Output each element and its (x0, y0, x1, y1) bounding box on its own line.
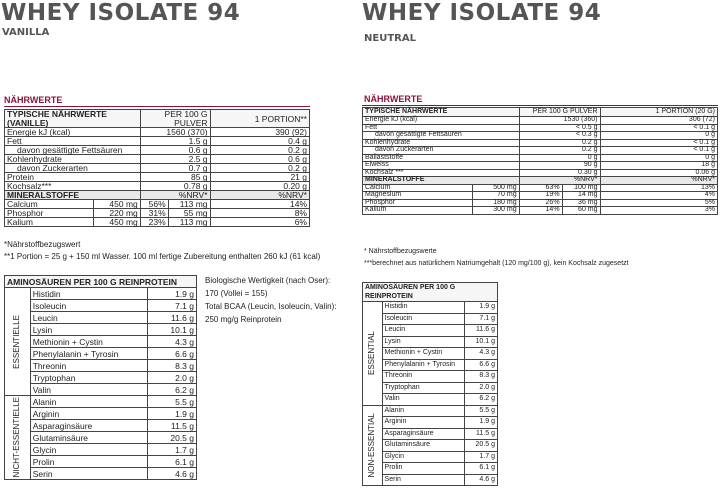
right-nutrient-label: Ballaststoffe (363, 154, 520, 162)
right-nutrient-per100: 0 g (519, 154, 600, 162)
right-amino-row (363, 313, 498, 325)
right-essential-group-label: ESSENTIAL (367, 331, 377, 376)
left-amino-value: 6.1 g (148, 456, 197, 468)
left-nutrition-body (5, 110, 310, 227)
right-amino-row (363, 382, 498, 394)
right-amino-body (363, 283, 498, 486)
right-nutrient-per100: 1530 (360) (519, 117, 600, 125)
right-mineral-label: Magnesium (363, 192, 473, 200)
right-amino-row (363, 463, 498, 475)
right-amino-name: Lysin (382, 336, 465, 348)
left-mineral-amount-100g: 450 mg (93, 218, 140, 227)
left-nutrient-portion: 0.2 g (210, 146, 309, 155)
right-nutrition-row (363, 132, 718, 140)
right-mineral-nrv-portion-value: 5% (600, 199, 717, 207)
right-amino-header (363, 283, 498, 302)
right-amino-name: Tryptophan (382, 382, 465, 394)
left-amino-row (5, 408, 197, 420)
right-amino-name: Glycin (382, 451, 465, 463)
left-amino-row (5, 468, 197, 480)
right-mineral-row (363, 207, 718, 215)
right-amino-row (363, 394, 498, 406)
left-bcaa-label: Total BCAA (Leucin, Isoleucin, Valin): (205, 302, 337, 311)
left-mineral-amount-portion: 113 mg (168, 200, 210, 209)
right-nutrient-label: Fett (363, 124, 520, 132)
left-essential-group-cell (5, 288, 31, 396)
left-amino-name: Phenylalanin + Tyrosin (30, 348, 148, 360)
left-amino-value: 7.1 g (148, 300, 197, 312)
left-mineral-label: Calcium (5, 200, 94, 209)
left-amino-name: Histidin (30, 288, 148, 300)
right-nutrient-per100: < 0.3 g (519, 132, 600, 140)
left-amino-name: Glycin (30, 444, 148, 456)
right-amino-name: Histidin (382, 302, 465, 314)
right-amino-row (363, 371, 498, 383)
left-mineral-nrv-100g: 31% (140, 209, 168, 218)
right-flavor: NEUTRAL (364, 33, 416, 44)
right-header-per100: PER 100 G PULVER (519, 108, 600, 117)
right-header-label: TYPISCHE NÄHRWERTE (363, 108, 520, 117)
left-nutrient-per100: 2.5 g (140, 155, 210, 164)
right-nonessential-group-cell (363, 405, 383, 486)
left-amino-value: 6.2 g (148, 384, 197, 396)
right-nutrient-per100: 90 g (519, 162, 600, 170)
left-amino-row (5, 396, 197, 408)
left-note-portion: **1 Portion = 25 g + 150 ml Wasser. 100 ml fertige Zubereitung enthalten 260 kJ (61 kcal) (4, 252, 321, 261)
left-amino-row (5, 372, 197, 384)
right-mineral-row (363, 184, 718, 192)
left-nutrient-per100: 1560 (370) (140, 128, 210, 137)
left-amino-name: Serin (30, 468, 148, 480)
left-amino-value: 8.3 g (148, 360, 197, 372)
left-mineral-amount-portion: 113 mg (168, 218, 210, 227)
right-amino-value: 6.6 g (465, 359, 498, 371)
right-mineral-nrv-portion-value: 4% (600, 192, 717, 200)
right-amino-header-text: AMINOSÄUREN PER 100 G REINPROTEIN (365, 284, 456, 300)
left-amino-value: 1.9 g (148, 288, 197, 300)
right-mineral-label: Kalium (363, 207, 473, 215)
left-nutrient-per100: 1.5 g (140, 137, 210, 146)
right-nutrient-per100: 0.2 g (519, 139, 600, 147)
right-essential-group-cell (363, 302, 383, 406)
right-amino-value: 11.6 g (465, 325, 498, 337)
left-nutrient-label: Kochsalz*** (5, 182, 141, 191)
left-mineral-amount-100g: 450 mg (93, 200, 140, 209)
left-amino-row (5, 324, 197, 336)
left-amino-name: Methionin + Cystin (30, 336, 148, 348)
right-note-salt: ***berechnet aus natürlichem Natriumgehalt (120 mg/100 g), kein Kochsalz zugesetzt (364, 260, 629, 267)
left-nutrient-label: davon gesättigte Fettsäuren (5, 146, 141, 155)
right-amino-row (363, 325, 498, 337)
right-mineral-nrv-100g: 14% (519, 207, 562, 215)
right-amino-row (363, 336, 498, 348)
left-mineral-nrv-portion-value: 8% (210, 209, 309, 218)
left-amino-value: 11.6 g (148, 312, 197, 324)
left-mineral-nrv-per100: %NRV* (140, 191, 210, 200)
right-amino-value: 10.1 g (465, 336, 498, 348)
right-nutrient-label: davon gesättigte Fettsäuren (363, 132, 520, 140)
left-amino-row (5, 420, 197, 432)
left-mineral-amount-portion: 55 mg (168, 209, 210, 218)
left-amino-value: 2.0 g (148, 372, 197, 384)
left-amino-name: Tryptophan (30, 372, 148, 384)
right-mineral-nrv-portion-value: 3% (600, 207, 717, 215)
right-mineral-label: Phosphor (363, 199, 473, 207)
right-nutrient-portion: 18 g (600, 162, 717, 170)
left-nutrient-portion: 0.2 g (210, 164, 309, 173)
right-amino-value: 4.6 g (465, 474, 498, 486)
right-mineral-label: Calcium (363, 184, 473, 192)
left-bcaa-value: 250 mg/g Reinprotein (205, 315, 282, 324)
right-amino-table (362, 282, 498, 486)
right-nutrition-table (362, 107, 718, 215)
right-nutrient-portion: 0 g (600, 132, 717, 140)
right-mineral-amount-portion: 100 mg (562, 184, 600, 192)
left-nutrient-per100: 0.78 g (140, 182, 210, 191)
right-amino-row (363, 405, 498, 417)
right-mineral-nrv-per100: %NRV* (519, 177, 600, 185)
right-amino-row (363, 451, 498, 463)
right-amino-name: Phenylalanin + Tyrosin (382, 359, 465, 371)
right-amino-value: 20.5 g (465, 440, 498, 452)
left-amino-name: Lysin (30, 324, 148, 336)
right-nutrient-portion: 0.06 g (600, 169, 717, 177)
left-nutrient-per100: 0.7 g (140, 164, 210, 173)
right-amino-value: 7.1 g (465, 313, 498, 325)
left-amino-name: Isoleucin (30, 300, 148, 312)
left-amino-row (5, 336, 197, 348)
left-amino-row (5, 348, 197, 360)
left-nutrient-label: Fett (5, 137, 141, 146)
left-nutrient-portion: 0.6 g (210, 155, 309, 164)
left-nutrient-portion: 21 g (210, 173, 309, 182)
left-mineral-nrv-portion-value: 14% (210, 200, 309, 209)
right-amino-value: 1.7 g (465, 451, 498, 463)
right-mineral-header: MINERALSTOFFE (363, 177, 520, 185)
left-amino-row (5, 456, 197, 468)
right-mineral-row (363, 192, 718, 200)
right-mineral-row (363, 199, 718, 207)
left-header-label: TYPISCHE NÄHRWERTE (VANILLE) (5, 110, 141, 128)
left-bio-value-label: Biologische Wertigkeit (nach Oser): (205, 276, 331, 285)
left-amino-value: 10.1 g (148, 324, 197, 336)
right-amino-name: Prolin (382, 463, 465, 475)
right-nutrition-row (363, 117, 718, 125)
left-mineral-amount-100g: 220 mg (93, 209, 140, 218)
right-amino-value: 2.0 g (465, 382, 498, 394)
right-amino-value: 1.9 g (465, 417, 498, 429)
left-nutrition-row (5, 128, 310, 137)
left-mineral-nrv-portion-value: 6% (210, 218, 309, 227)
left-nutrient-label: davon Zuckerarten (5, 164, 141, 173)
right-mineral-amount-portion: 14 mg (562, 192, 600, 200)
right-mineral-amount-100g: 300 mg (472, 207, 519, 215)
left-amino-name: Alanin (30, 396, 148, 408)
left-amino-value: 11.5 g (148, 420, 197, 432)
left-amino-row (5, 300, 197, 312)
left-nutrient-label: Protein (5, 173, 141, 182)
left-bio-value: 170 (Vollei = 155) (205, 289, 268, 298)
right-mineral-amount-portion: 60 mg (562, 207, 600, 215)
right-amino-row (363, 428, 498, 440)
right-amino-name: Isoleucin (382, 313, 465, 325)
right-nutrient-portion: < 0.1 g (600, 147, 717, 155)
left-amino-name: Prolin (30, 456, 148, 468)
right-header-portion: 1 PORTION (20 G) (600, 108, 717, 117)
right-mineral-nrv-portion: %NRV* (600, 177, 717, 185)
right-amino-name: Methionin + Cystin (382, 348, 465, 360)
left-header-portion: 1 PORTION** (210, 110, 309, 128)
left-note-nrv: *Nährstoffbezugswert (4, 240, 81, 249)
right-nutrient-per100: < 0.5 g (519, 124, 600, 132)
left-nutrient-label: Energie kJ (kcal) (5, 128, 141, 137)
left-mineral-nrv-portion: %NRV* (210, 191, 309, 200)
right-nutrient-portion: < 0.1 g (600, 124, 717, 132)
left-amino-name: Leucin (30, 312, 148, 324)
left-amino-table (4, 275, 197, 480)
left-amino-name: Asparaginsäure (30, 420, 148, 432)
right-nutrient-label: Energie kJ (kcal) (363, 117, 520, 125)
left-mineral-label: Kalium (5, 218, 94, 227)
left-header-per100: PER 100 G PULVER (140, 110, 210, 128)
right-amino-value: 6.2 g (465, 394, 498, 406)
left-amino-name: Arginin (30, 408, 148, 420)
left-amino-value: 6.6 g (148, 348, 197, 360)
right-amino-value: 1.9 g (465, 302, 498, 314)
right-mineral-amount-100g: 500 mg (472, 184, 519, 192)
right-nutrient-label: Kochsalz *** (363, 169, 520, 177)
right-amino-value: 5.5 g (465, 405, 498, 417)
right-nutrient-portion: 0 g (600, 154, 717, 162)
right-nutrient-label: davon Zuckerarten (363, 147, 520, 155)
left-mineral-row (5, 218, 310, 227)
left-nutrition-table (4, 109, 310, 227)
right-amino-name: Asparaginsäure (382, 428, 465, 440)
left-amino-body (5, 276, 197, 480)
left-nutrient-per100: 85 g (140, 173, 210, 182)
right-amino-row (363, 348, 498, 360)
left-amino-value: 20.5 g (148, 432, 197, 444)
left-nonessential-group-label: NICHT-ESSENTIELLE (12, 397, 22, 478)
left-nutrient-portion: 0.4 g (210, 137, 309, 146)
right-mineral-amount-portion: 36 mg (562, 199, 600, 207)
left-section-label: NÄHRWERTE (4, 95, 63, 105)
right-amino-row (363, 359, 498, 371)
left-amino-header-row (5, 276, 197, 288)
left-nutrition-header (5, 110, 310, 128)
right-nutrient-per100: 0.2 g (519, 147, 600, 155)
left-amino-row (5, 384, 197, 396)
right-note-nrv: * Nährstoffbezugswerte (364, 248, 437, 255)
right-amino-name: Arginin (382, 417, 465, 429)
left-amino-row (5, 444, 197, 456)
left-mineral-nrv-100g: 56% (140, 200, 168, 209)
right-nutrition-row (363, 162, 718, 170)
right-section-divider (362, 105, 718, 106)
left-mineral-nrv-100g: 23% (140, 218, 168, 227)
left-amino-value: 4.3 g (148, 336, 197, 348)
right-nutrient-portion: 306 (72) (600, 117, 717, 125)
left-amino-row (5, 288, 197, 300)
right-product-title: WHEY ISOLATE 94 (362, 0, 602, 26)
left-mineral-header: MINERALSTOFFE (5, 191, 141, 200)
left-amino-name: Threonin (30, 360, 148, 372)
left-product-title: WHEY ISOLATE 94 (1, 0, 241, 26)
left-amino-value: 4.6 g (148, 468, 197, 480)
left-amino-name: Glutaminsäure (30, 432, 148, 444)
left-amino-name: Valin (30, 384, 148, 396)
right-nutrition-row (363, 147, 718, 155)
left-amino-value: 5.5 g (148, 396, 197, 408)
left-amino-value: 1.7 g (148, 444, 197, 456)
right-amino-row (363, 440, 498, 452)
right-amino-row (363, 417, 498, 429)
right-mineral-nrv-portion-value: 13% (600, 184, 717, 192)
right-amino-value: 11.5 g (465, 428, 498, 440)
left-amino-header-text: AMINOSÄUREN PER 100 G REINPROTEIN (7, 276, 178, 287)
right-amino-name: Alanin (382, 405, 465, 417)
left-section-divider (4, 106, 310, 107)
right-amino-value: 6.1 g (465, 463, 498, 475)
left-flavor: VANILLA (2, 27, 50, 38)
right-amino-row (363, 474, 498, 486)
right-amino-row (363, 302, 498, 314)
right-mineral-header-row (363, 177, 718, 185)
left-amino-value: 1.9 g (148, 408, 197, 420)
left-essential-group-label: ESSENTIELLE (12, 314, 22, 369)
left-amino-row (5, 360, 197, 372)
left-amino-header (5, 276, 197, 288)
right-mineral-nrv-100g: 26% (519, 199, 562, 207)
right-amino-header-row (363, 283, 498, 302)
right-amino-name: Valin (382, 394, 465, 406)
left-nonessential-group-cell (5, 396, 31, 480)
right-nutrient-per100: 0.30 g (519, 169, 600, 177)
right-nutrition-body (363, 108, 718, 215)
right-amino-name: Glutaminsäure (382, 440, 465, 452)
left-nutrient-portion: 0.20 g (210, 182, 309, 191)
right-amino-value: 4.3 g (465, 348, 498, 360)
left-nutrient-portion: 390 (92) (210, 128, 309, 137)
left-nutrition-row (5, 164, 310, 173)
right-mineral-nrv-100g: 63% (519, 184, 562, 192)
left-nutrient-label: Kohlenhydrate (5, 155, 141, 164)
right-mineral-nrv-100g: 19% (519, 192, 562, 200)
right-amino-name: Leucin (382, 325, 465, 337)
right-amino-name: Serin (382, 474, 465, 486)
left-amino-row (5, 312, 197, 324)
left-mineral-label: Phosphor (5, 209, 94, 218)
right-nutrient-label: Kohlenhydrate (363, 139, 520, 147)
left-nutrient-per100: 0.6 g (140, 146, 210, 155)
right-mineral-amount-100g: 180 mg (472, 199, 519, 207)
right-mineral-amount-100g: 70 mg (472, 192, 519, 200)
right-nutrient-label: Eiweiss (363, 162, 520, 170)
right-section-label: NÄHRWERTE (364, 94, 423, 104)
right-amino-value: 8.3 g (465, 371, 498, 383)
left-amino-row (5, 432, 197, 444)
right-amino-name: Threonin (382, 371, 465, 383)
right-nonessential-group-label: NON-ESSENTIAL (367, 413, 377, 478)
right-nutrient-portion: < 0.1 g (600, 139, 717, 147)
right-nutrition-row (363, 154, 718, 162)
